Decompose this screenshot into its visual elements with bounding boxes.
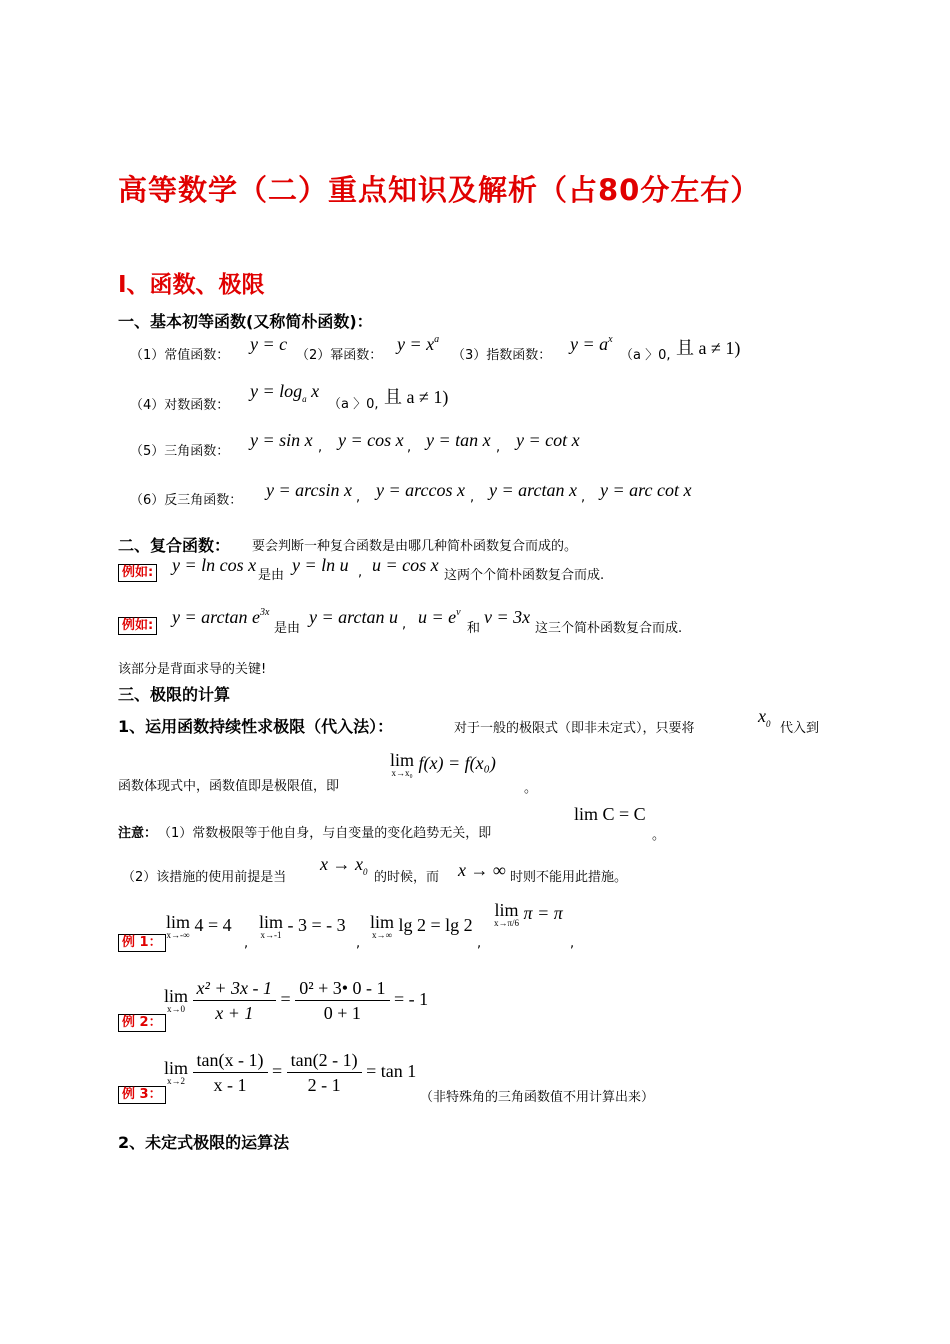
label-trig-functions: （5）三角函数： [130,444,230,459]
formula-continuity-limit: lim x→x₀ f(x) = f(x₀) [390,750,496,778]
separator-comma: , [402,617,407,632]
separator-comma: , [407,440,412,455]
formula-exponential-function: $y = a^x$ [570,334,613,354]
example-2-label: 例 2： [118,1014,166,1032]
formula-sin: y = sin x [250,430,313,450]
formula-x-approaches-infinity: x → ∞ [458,860,506,880]
condition-exponential: （a 〉0, [620,348,671,363]
formula-arccos: y = arccos x [376,480,465,500]
composite-example-2-inner: v = 3x [484,607,531,627]
heading-indeterminate-forms: 2、未定式极限的运算法 [118,1133,290,1152]
condition-log: （a 〉0, [328,397,379,412]
label-constant-function: （1）常值函数： [130,348,230,363]
formula-arctan: y = arctan x [489,480,577,500]
separator-comma: , [477,936,482,951]
separator-comma: , [318,440,323,455]
composite-example-2-conclusion: 这三个简朴函数复合而成. [535,621,683,636]
substitution-description-3: 函数体现式中，函数值即是极限值，即 [118,779,340,794]
heading-limit-calculation: 三、极限的计算 [118,685,231,704]
composite-example-2-outer: y = arctan u [309,607,398,627]
note-1: （1）常数极限等于他自身，与自变量的变化趋势无关，即 [158,826,492,841]
example-1-limit-b: lim x→-1 - 3 = - 3 [259,912,346,940]
example-1-limit-d: lim x→π/6 π = π [494,900,563,928]
separator-comma: , [581,490,586,505]
example-1-limit-c: lim x→∞ lg 2 = lg 2 [370,912,473,940]
example-1-label: 例 1： [118,934,166,952]
composite-example-2: $y = \arctan e^{3x}$ [172,607,270,627]
document-title: 高等数学（二）重点知识及解析（占80分左右） [118,173,761,207]
text-is-made-of: 是由 [274,621,301,636]
heading-composite-functions: 二、复合函数： [118,536,231,555]
period: 。 [524,781,538,796]
separator-comma: , [496,440,501,455]
formula-cos: y = cos x [338,430,404,450]
composite-example-1-conclusion: 这两个个简朴函数复合而成. [444,568,605,583]
condition-exponential-2: 且 a ≠ 1) [676,338,741,358]
section-heading-functions-limits: Ⅰ、函数、极限 [118,272,265,298]
example-3-note: （非特殊角的三角函数值不用计算出来） [420,1090,655,1105]
separator-comma: , [356,936,361,951]
formula-constant-function: y = c [250,334,288,354]
formula-constant-limit: lim C = C [574,804,646,824]
label-inverse-trig-functions: （6）反三角函数： [130,493,243,508]
formula-arccot: y = arc cot x [600,480,692,500]
separator-comma: , [470,490,475,505]
composite-description: 要会判断一种复合函数是由哪几种简朴函数复合而成的。 [252,539,578,554]
label-exponential-function: （3）指数函数： [452,348,552,363]
text-and: 和 [467,621,481,636]
formula-cot: y = cot x [516,430,580,450]
example-1-limit-a: lim x→-∞ 4 = 4 [166,912,232,940]
key-note: 该部分是背面求导的关键! [118,662,267,677]
formula-log-function: $y = \log_a x$ [250,381,320,404]
note-2: （2）该措施的使用前提是当 [122,870,287,885]
composite-example-1-inner: u = cos x [372,555,439,575]
composite-example-1-outer: y = ln u [292,555,349,575]
label-power-function: （2）幂函数： [296,348,383,363]
symbol-x0: $x_0$ [758,706,771,729]
example-label: 例如: [118,564,157,582]
formula-x-approaches-x0: $x \to x_0$ [320,854,368,877]
formula-arcsin: y = arcsin x [266,480,352,500]
composite-example-2-middle: $u = e^v$ [418,607,461,627]
separator-comma: , [358,565,363,580]
note-heading: 注意： [118,826,158,841]
note-2-end: 时则不能用此措施。 [510,870,628,885]
condition-log-2: 且 a ≠ 1) [384,387,449,407]
period: 。 [652,828,666,843]
example-3-formula: lim x→2 $\frac{\tan(x - 1)}{x - 1}$ = $\frac{\tan(2 - 1)}{2 - 1}$ = tan 1 [164,1050,417,1095]
separator-comma: , [356,490,361,505]
formula-power-function: $y = x^a$ [397,334,440,354]
text-is-made-of: 是由 [258,568,285,583]
example-2-formula: lim x→0 $\frac{\text{x² + 3x - 1}}{x + 1}$ = $\frac{\text{0² + 3• 0 - 1}}{0 + 1}$ = - 1 [164,978,429,1023]
formula-tan: y = tan x [426,430,491,450]
heading-elementary-functions: 一、基本初等函数(又称简朴函数)： [118,312,373,331]
note-2-middle: 的时候，而 [374,870,440,885]
label-log-function: （4）对数函数： [130,398,230,413]
substitution-description-2: 代入到 [780,721,820,736]
example-3-label: 例 3： [118,1086,166,1104]
example-label: 例如: [118,617,157,635]
heading-substitution-method: 1、运用函数持续性求极限（代入法）： [118,717,394,736]
separator-comma: , [570,936,575,951]
composite-example-1: y = ln cos x [172,555,257,575]
substitution-description: 对于一般的极限式（即非未定式），只要将 [454,721,695,736]
separator-comma: , [244,936,249,951]
